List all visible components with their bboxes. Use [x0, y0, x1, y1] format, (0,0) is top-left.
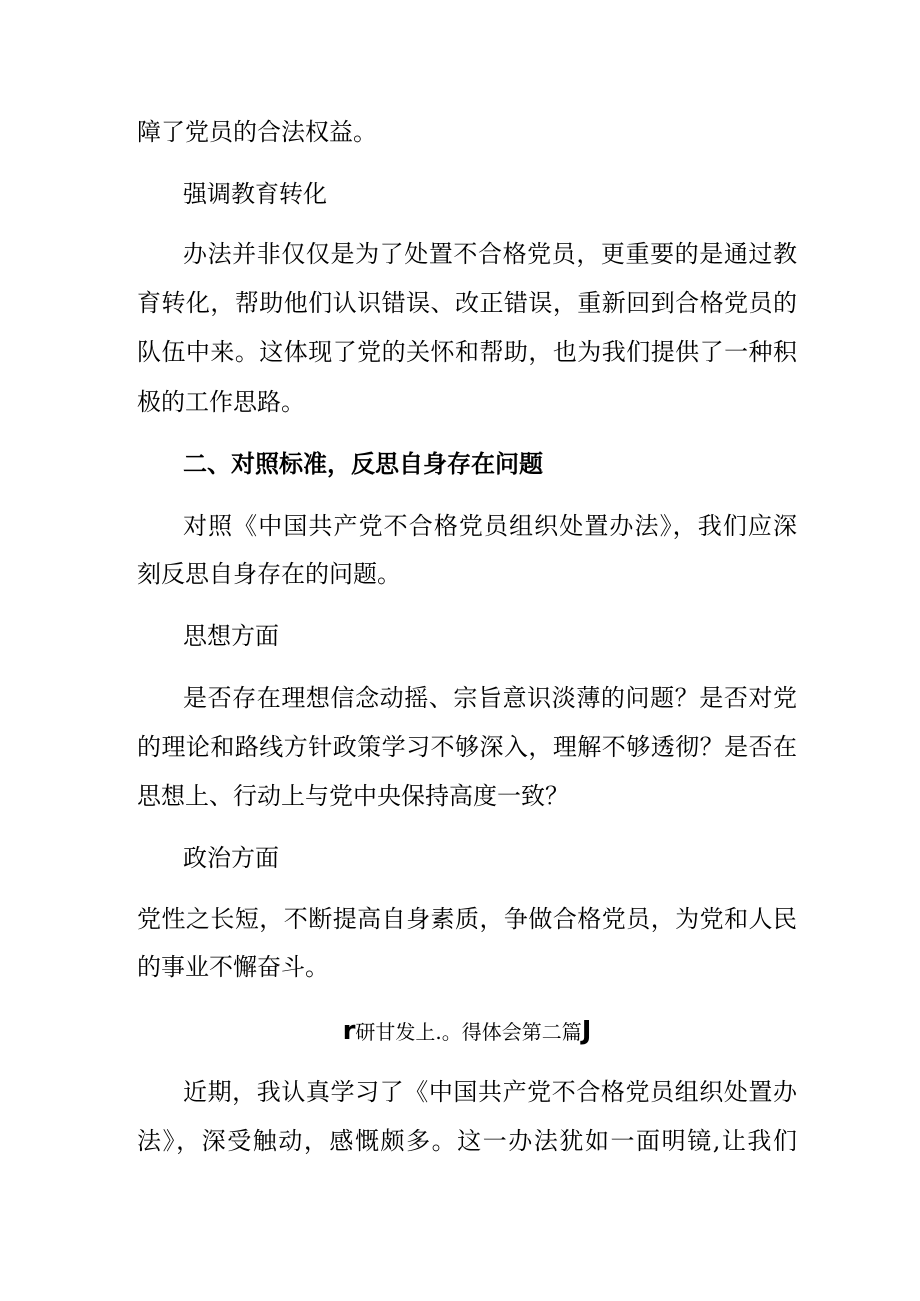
paragraph-line: 刻反思自身存在的问题。 — [137, 560, 401, 588]
paragraph-line: 法》，深受触动，感慨颇多。这一办法犹如一面明镜,让我们 — [137, 1127, 797, 1155]
section-heading-2: 二、对照标准，反思自身存在问题 — [183, 449, 543, 478]
subheading-education: 强调教育转化 — [183, 180, 327, 208]
paragraph-line: 的事业不懈奋斗。 — [137, 953, 329, 981]
subheading-thought: 思想方面 — [183, 622, 279, 650]
paragraph-line: 的理论和路线方针政策学习不够深入，理解不够透彻？是否在 — [137, 733, 797, 761]
heading-close-mark: J — [581, 1016, 592, 1046]
article-heading — [137, 1015, 797, 1048]
paragraph-line: 是否存在理想信念动摇、宗旨意识淡薄的问题？是否对党 — [183, 684, 797, 712]
paragraph-line: 办法并非仅仅是为了处置不合格党员，更重要的是通过教 — [183, 240, 797, 268]
paragraph-line: 党性之长短，不断提高自身素质，争做合格党员，为党和人民 — [137, 905, 797, 933]
paragraph-line: 队伍中来。这体现了党的关怀和帮助，也为我们提供了一种积 — [137, 338, 797, 366]
paragraph-line: 极的工作思路。 — [137, 388, 305, 416]
paragraph-line: 育转化，帮助他们认识错误、改正错误，重新回到合格党员的 — [137, 289, 797, 317]
heading-open-mark: r — [342, 1016, 356, 1046]
subheading-politics: 政治方面 — [183, 844, 279, 872]
paragraph-line: 对照《中国共产党不合格党员组织处置办法》，我们应深 — [183, 512, 797, 540]
heading-text: 研甘发上.。得体会第二篇 — [355, 1020, 582, 1044]
paragraph-line: 思想上、行动上与党中央保持高度一致？ — [137, 782, 569, 810]
paragraph-line: 障了党员的合法权益。 — [137, 118, 377, 146]
paragraph-line: 近期，我认真学习了《中国共产党不合格党员组织处置办 — [183, 1078, 797, 1106]
